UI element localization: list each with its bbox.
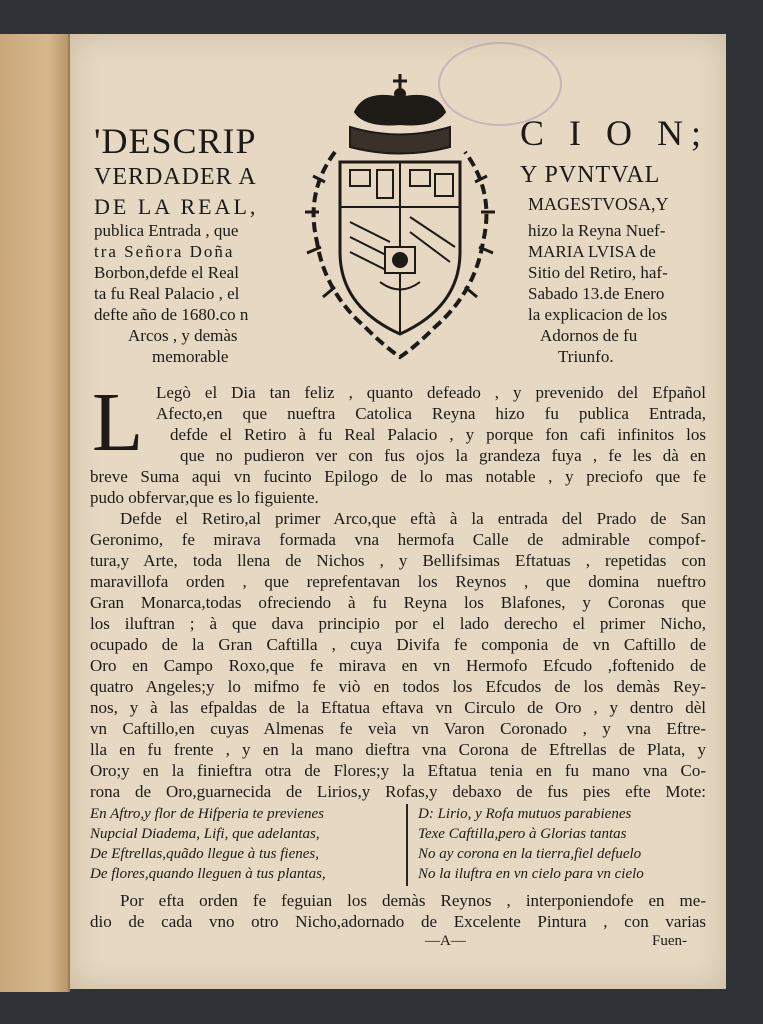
text-line: Defde el Retiro,al primer Arco,que eftà à la entrada del Prado de San bbox=[120, 509, 706, 528]
text-line: Oro;y en la finieftra otra de Flores;y la Eftatua tenia en fu mano vna Co- bbox=[90, 761, 706, 780]
text-line: breve Suma aqui vn fucinto Epilogo de lo mas notable , y preciofo que fe bbox=[90, 467, 706, 486]
heading-verdadera: VERDADER A bbox=[94, 164, 257, 190]
heading-right-line: Sabado 13.de Enero bbox=[528, 284, 665, 303]
text-line: pudo obfervar,que es lo figuiente. bbox=[90, 488, 319, 507]
text-line: Oro en Campo Roxo,que fe mirava en vn Hermofo Efcudo ,foftenido de bbox=[90, 656, 706, 675]
heading-right-line: la explicacion de los bbox=[528, 305, 668, 324]
heading-right-line: Triunfo. bbox=[558, 347, 614, 366]
text-line: Por efta orden fe feguian los demàs Reynos , interponiendofe en me- bbox=[120, 891, 706, 910]
heading-left-line: memorable bbox=[152, 347, 229, 366]
verse-right-line: No la iluftra en vn cielo para vn cielo bbox=[418, 866, 644, 882]
text-line: vn Caftillo,en cuyas Almenas fe veìa vn Varon Coronado , y vna Eftre- bbox=[90, 719, 706, 738]
text-line: quatro Angeles;y lo mifmo fe viò en todos los Efcudos de los demàs Rey- bbox=[90, 677, 706, 696]
text-line: que no pudieron ver con fus ojos la grandeza fuya , fe les dà en bbox=[180, 446, 706, 465]
heading-left-line: tra Señora Doña bbox=[94, 242, 235, 261]
heading-right-line: Sitio del Retiro, haf- bbox=[528, 263, 668, 282]
heading-left-line: Arcos , y demàs bbox=[128, 326, 238, 345]
verse-right-line: No ay corona en la tierra,fiel defuelo bbox=[418, 846, 642, 862]
heading-left-line: ta fu Real Palacio , el bbox=[94, 284, 240, 303]
main-paragraph bbox=[90, 508, 706, 802]
verse-left-line: Nupcial Diadema, Lifi, que adelantas, bbox=[90, 826, 320, 842]
closing-paragraph bbox=[90, 890, 706, 932]
heading-cion: C I O N; bbox=[520, 113, 709, 153]
text-line: rona de Oro,guarnecida de Lirios,y Rofas,y debaxo de fus pies efte Mote: bbox=[90, 782, 706, 801]
heading-right-line: MARIA LVISA de bbox=[528, 242, 656, 261]
signature-letter: A bbox=[440, 933, 451, 949]
text-line: dio de cada vno otro Nicho,adornado de Excelente Pintura , con varias bbox=[90, 912, 706, 931]
text-line: ocupado de la Gran Caftilla , cuya Divifa fe componia de vn Caftillo de bbox=[90, 635, 706, 654]
heading-dela-real: DE LA REAL, bbox=[94, 194, 259, 219]
royal-coat-of-arms bbox=[295, 72, 515, 362]
heading-magestuosa: MAGESTVOSA,Y bbox=[528, 194, 669, 214]
text-line: maravillofa orden , que reprefentavan los Reynos , que domina nueftro bbox=[90, 572, 706, 591]
text-line: lla en fu frente , y en la mano dieftra vna Corona de Eftrellas de Plata, y bbox=[90, 740, 706, 759]
facing-page-edge bbox=[0, 34, 70, 992]
verse-left-line: En Aftro,y flor de Hifperia te previenes bbox=[90, 806, 324, 822]
verse-divider bbox=[406, 804, 408, 886]
text-line: Afecto,en que nueftra Catolica Reyna hizo fu publica Entrada, bbox=[156, 404, 706, 423]
text-line: Geronimo, fe mirava formada vna hermofa Calle de admirable compof- bbox=[90, 530, 706, 549]
text-line: defde el Retiro à fu Real Palacio , y porque fon cafi infinitos los bbox=[170, 425, 706, 444]
document-page bbox=[70, 34, 726, 989]
signature-mark: —A— bbox=[425, 933, 466, 949]
verse-left-line: De flores,quando lleguen à tus plantas, bbox=[90, 866, 326, 882]
heading-left-line: defte año de 1680.co n bbox=[94, 305, 249, 324]
heading-right-line: hizo la Reyna Nuef- bbox=[528, 221, 666, 240]
heading-left-line: Borbon,defde el Real bbox=[94, 263, 239, 282]
heading-descrip: 'DESCRIP bbox=[94, 121, 257, 161]
text-line: nos, y à las efpaldas de la Eftatua eftava vn Circulo de Oro , y dentro dèl bbox=[90, 698, 706, 717]
verse-right-line: Texe Caftilla,pero à Glorias tantas bbox=[418, 826, 627, 842]
text-line: tura,y Arte, toda llena de Nichos , y Bellifsimas Eftatuas , repetidas con bbox=[90, 551, 706, 570]
verse-left-line: De Eftrellas,quãdo llegue à tus fienes, bbox=[90, 846, 319, 862]
verse-right-line: D: Lirio, y Rofa mutuos parabienes bbox=[418, 806, 632, 822]
text-line: Legò el Dia tan feliz , quanto defeado , y prevenido del Efpañol bbox=[156, 383, 706, 402]
text-line: los iluftran ; à que dava principio por el lado derecho el primer Nicho, bbox=[90, 614, 706, 633]
intro-paragraph bbox=[90, 376, 706, 508]
heading-left-line: publica Entrada , que bbox=[94, 221, 239, 240]
text-line: Gran Monarca,todas ofreciendo à fu Reyna los Blafones, y Coronas que bbox=[90, 593, 706, 612]
drop-cap: L bbox=[92, 376, 144, 469]
catchword: Fuen- bbox=[652, 933, 687, 949]
heading-puntual: Y PVNTVAL bbox=[520, 162, 661, 188]
heading-right-line: Adornos de fu bbox=[540, 326, 638, 345]
